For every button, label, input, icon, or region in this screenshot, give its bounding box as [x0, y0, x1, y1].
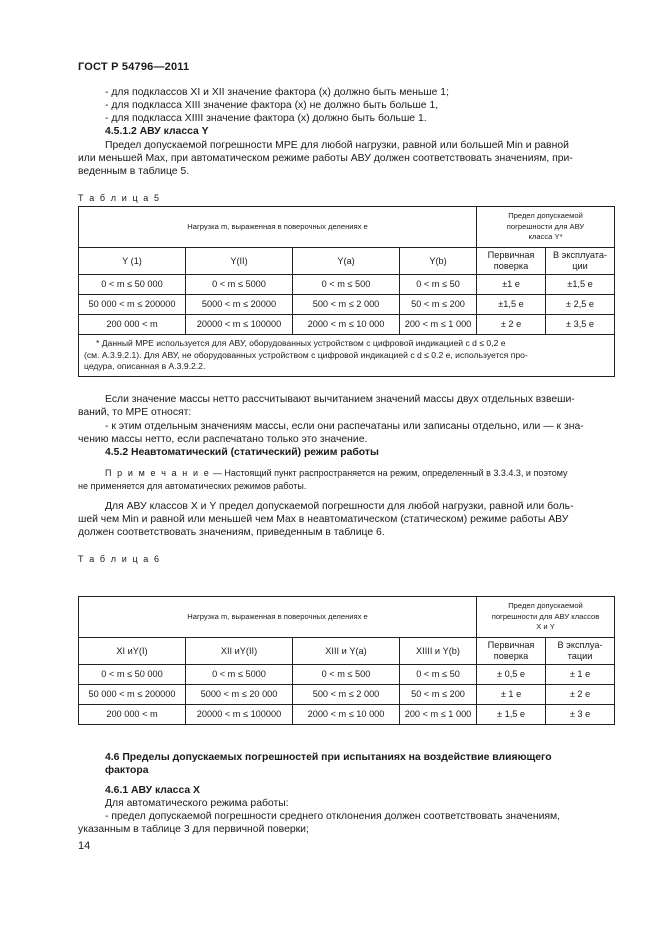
table-cell: ± 2,5 e [546, 295, 615, 315]
paragraph-line: Для автоматического режима работы: [105, 798, 289, 809]
table-cell: ± 2 e [477, 315, 546, 335]
table-cell: ± 1 e [477, 685, 546, 705]
column-header: В эксплуата- ции [546, 248, 615, 275]
column-header: XI иY(I) [79, 638, 186, 665]
table-cell: 500 < m ≤ 2 000 [293, 685, 400, 705]
table-cell: 20000 < m ≤ 100000 [186, 315, 293, 335]
table-cell: ±1,5 e [546, 275, 615, 295]
mpe-header: Предел допускаемой погрешности для АВУ классов X и Y [477, 597, 615, 638]
list-item: чению массы нетто, если распечатано только это значение. [78, 434, 368, 445]
section-title: 4.6.1 АВУ класса X [105, 785, 200, 796]
section-title: 4.5.1.2 АВУ класса Y [105, 126, 209, 137]
list-item: - для подклассов XI и XII значение фактора (х) должно быть меньше 1; [105, 87, 449, 98]
table-cell: ±1,5 e [477, 295, 546, 315]
table-cell: 0 < m ≤ 50 [400, 275, 477, 295]
paragraph-line: должен соответствовать значениям, приведенным в таблице 6. [78, 527, 385, 538]
table-cell: ± 1 e [546, 665, 615, 685]
paragraph-line: ваний, то МРЕ относят: [78, 407, 192, 418]
page-number: 14 [78, 840, 91, 852]
table-cell: ±1 e [477, 275, 546, 295]
paragraph-line: Предел допускаемой погрешности МРЕ для любой нагрузки, равной или большей Min и равной [105, 140, 569, 151]
section-title: 4.5.2 Неавтоматический (статический) режим работы [105, 447, 379, 458]
table-row [79, 315, 615, 335]
table-caption: Т а б л и ц а 6 [78, 554, 161, 564]
section-title: фактора [105, 765, 149, 776]
note-line: не применяется для автоматических режимов работы. [78, 481, 307, 491]
table-cell: ± 3,5 e [546, 315, 615, 335]
document-header: ГОСТ Р 54796—2011 [78, 61, 190, 73]
column-header: XII иY(II) [186, 638, 293, 665]
table-cell: 0 < m ≤ 50 000 [79, 665, 186, 685]
column-header: Первичная поверка [477, 248, 546, 275]
table-cell: 0 < m ≤ 5000 [186, 665, 293, 685]
table-row [79, 705, 615, 725]
paragraph-line: Если значение массы нетто рассчитывают вычитанием значений массы двух отдельных взвеши- [105, 394, 575, 405]
paragraph-line: Для АВУ классов X и Y предел допускаемой погрешности для любой нагрузки, равной или боль- [105, 501, 574, 512]
table-cell: ± 3 e [546, 705, 615, 725]
column-header: Y(a) [293, 248, 400, 275]
paragraph-line: веденным в таблице 5. [78, 166, 190, 177]
table-6 [78, 596, 615, 725]
load-header: Нагрузка m, выраженная в поверочных делениях e [79, 207, 477, 248]
list-item: - для подкласса XIII значение фактора (х) не должно быть больше 1, [105, 100, 439, 111]
column-header: Первичная поверка [477, 638, 546, 665]
table-cell: 200 < m ≤ 1 000 [400, 315, 477, 335]
table-cell: 5000 < m ≤ 20 000 [186, 685, 293, 705]
table-row [79, 295, 615, 315]
table-cell: 0 < m ≤ 500 [293, 665, 400, 685]
column-header: Y(II) [186, 248, 293, 275]
list-item: - для подкласса XIIII значение фактора (х) должно быть больше 1. [105, 113, 427, 124]
column-header: XIII и Y(a) [293, 638, 400, 665]
table-cell: 0 < m ≤ 50 [400, 665, 477, 685]
table-cell: 0 < m ≤ 50 000 [79, 275, 186, 295]
table-cell: ± 1,5 e [477, 705, 546, 725]
table-5 [78, 206, 615, 377]
table-cell: ± 0,5 e [477, 665, 546, 685]
note-text: — Настоящий пункт распространяется на режим, определенный в 3.3.4.3, и поэтому [212, 468, 568, 478]
table-row [79, 685, 615, 705]
column-header: Y (1) [79, 248, 186, 275]
paragraph-line: шей чем Min и равной или меньшей чем Max в неавтоматическом (статическом) режиме работы АВУ [78, 514, 569, 525]
note-line [105, 466, 568, 480]
table-cell: 500 < m ≤ 2 000 [293, 295, 400, 315]
table-cell: 50 < m ≤ 200 [400, 295, 477, 315]
note-label: П р и м е ч а н и е [105, 468, 211, 478]
table-cell: 0 < m ≤ 5000 [186, 275, 293, 295]
table-cell: 5000 < m ≤ 20000 [186, 295, 293, 315]
table-cell: ± 2 e [546, 685, 615, 705]
list-item: - предел допускаемой погрешности среднего отклонения должен соответствовать значениям, [105, 811, 561, 822]
table-footnote: * Данный МРЕ используется для АВУ, оборудованных устройством с цифровой индикацией с d ≤ 0,2 e (см. А.3.9.2.1). Для АВУ, не оборудованных устройством с цифровой индикацией с d ≤ 0.2 e, используется про- цедура, описанная в А.3.9.2.2. [79, 335, 615, 377]
paragraph-line: указанным в таблице 3 для первичной поверки; [78, 824, 309, 835]
column-header: В эксплуа- тации [546, 638, 615, 665]
table-cell: 2000 < m ≤ 10 000 [293, 705, 400, 725]
table-cell: 50 000 < m ≤ 200000 [79, 295, 186, 315]
column-header: Y(b) [400, 248, 477, 275]
mpe-header: Предел допускаемой погрешности для АВУ класса Y* [477, 207, 615, 248]
table-row [79, 665, 615, 685]
table-cell: 20000 < m ≤ 100000 [186, 705, 293, 725]
section-title: 4.6 Пределы допускаемых погрешностей при испытаниях на воздействие влияющего [105, 752, 552, 763]
list-item: - к этим отдельным значениям массы, если они распечатаны или записаны отдельно, или — к зна- [105, 421, 584, 432]
table-row [79, 275, 615, 295]
table-cell: 200 000 < m [79, 705, 186, 725]
table-caption: Т а б л и ц а 5 [78, 193, 161, 203]
table-cell: 200 000 < m [79, 315, 186, 335]
column-header: XIIII и Y(b) [400, 638, 477, 665]
table-cell: 50 000 < m ≤ 200000 [79, 685, 186, 705]
table-cell: 50 < m ≤ 200 [400, 685, 477, 705]
paragraph-line: или меньшей Max, при автоматическом режиме работы АВУ должен соответствовать значениям, при- [78, 153, 573, 164]
table-cell: 200 < m ≤ 1 000 [400, 705, 477, 725]
load-header: Нагрузка m, выраженная в поверочных делениях e [79, 597, 477, 638]
table-cell: 0 < m ≤ 500 [293, 275, 400, 295]
table-cell: 2000 < m ≤ 10 000 [293, 315, 400, 335]
